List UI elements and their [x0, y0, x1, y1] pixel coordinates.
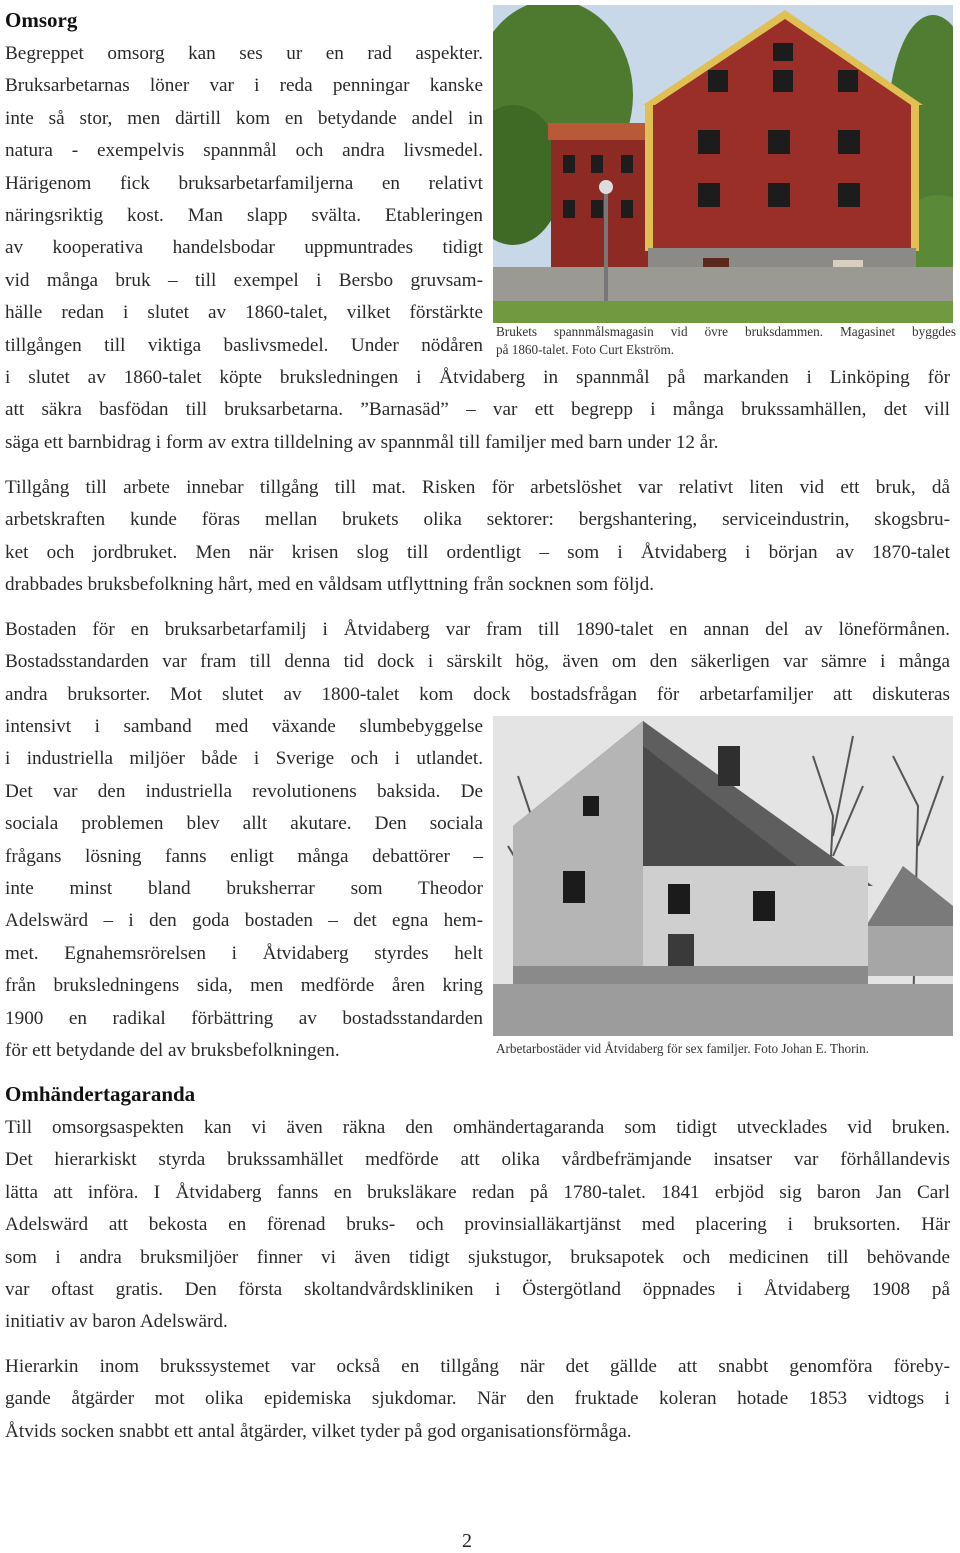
text-line: arbetskraften kunde föras mellan brukets olika sektorer: bergshantering, serviceindustrin, skogsbru- — [5, 509, 950, 531]
text-line: Det var den industriella revolutionens baksida. De — [5, 780, 483, 802]
text-line: natura - exempelvis spannmål och andra livsmedel. — [5, 140, 483, 162]
text-line: ket och jordbruket. Men när krisen slog till ordentligt – som i Åtvidaberg i början av 1870-talet — [5, 541, 950, 563]
photo-granary-caption — [496, 323, 956, 359]
paragraph-care-spirit — [5, 1112, 950, 1339]
text-line: som i andra bruksmiljöer finner vi även tidigt sjukstugor, bruksapotek och medicinen till behövande — [5, 1246, 950, 1268]
text-line: Det hierarkiskt styrda brukssamhället medförde att olika vårdbefrämjande insatser var förhållandevis — [5, 1149, 950, 1171]
section-heading-omsorg: Omsorg — [5, 8, 78, 32]
photo-granary — [493, 5, 953, 323]
photo-worker-housing — [493, 716, 953, 1036]
paragraph-epidemics — [5, 1351, 950, 1448]
text-line: Bostadsstandarden var fram till denna tid dock i särskilt hög, även om den säkerligen var sämre i många — [5, 651, 950, 673]
text-line: Adelswärd – i den goda bostaden – det egna hem- — [5, 910, 483, 932]
text-line: att säkra basfödan till bruksarbetarna. ”Barnasäd” – var ett begrepp i många brukssamhällen, det vill — [5, 399, 950, 421]
paragraph-work — [5, 472, 950, 602]
text-line: i industriella miljöer både i Sverige och i utlandet. — [5, 748, 483, 770]
text-line: för ett betydande del av bruksbefolkningen. — [5, 1040, 340, 1062]
text-line: lätta att införa. I Åtvidaberg fanns en bruksläkare redan på 1780-talet. 1841 erbjöd sig baron Jan Carl — [5, 1181, 950, 1203]
text-line: tillgången till viktiga baslivsmedel. Under nödåren — [5, 334, 483, 356]
text-line: Åtvids socken snabbt ett antal åtgärder, vilket tyder på god organisationsförmåga. — [5, 1420, 632, 1442]
text-line: var oftast gratis. Den första skoltandvårdskliniken i Östergötland öppnades i Åtvidaberg 1908 på — [5, 1279, 950, 1301]
text-line: inte så stor, men därtill kom en betydande andel in — [5, 107, 483, 129]
paragraph-omsorg-wide — [5, 362, 950, 459]
text-line: näringsriktig kost. Man slapp svälta. Etableringen — [5, 205, 483, 227]
photo-worker-housing-caption: Arbetarbostäder vid Åtvidaberg för sex familjer. Foto Johan E. Thorin. — [496, 1041, 870, 1056]
text-line: intensivt i samband med växande slumbebyggelse — [5, 716, 483, 737]
text-line: frågans lösning fanns enligt många debattörer – — [5, 845, 483, 867]
text-line: Adelswärd att bekosta en förenad bruks- och provinsialläkartjänst med placering i bruksorten. Här — [5, 1214, 950, 1236]
text-line: andra bruksorter. Mot slutet av 1800-talet kom dock bostadsfrågan för arbetarfamiljer att diskuteras — [5, 683, 950, 705]
text-line: säga ett barnbidrag i form av extra tilldelning av spannmål till familjer med barn under 12 år. — [5, 431, 719, 453]
text-line: Tillgång till arbete innebar tillgång till mat. Risken för arbetslöshet var relativt liten vid ett bruk, då — [5, 477, 950, 498]
section-heading-omhandertagaranda: Omhändertagaranda — [5, 1082, 196, 1106]
granary-illustration — [493, 5, 953, 323]
paragraph-housing-wide — [5, 614, 950, 711]
text-line: Härigenom fick bruksarbetarfamiljerna en relativt — [5, 172, 483, 194]
text-line: Begreppet omsorg kan ses ur en rad aspekter. — [5, 43, 483, 64]
paragraph-housing-narrow — [5, 711, 483, 1067]
text-line: hälle redan i slutet av 1860-talet, vilket förstärkte — [5, 302, 483, 324]
text-line: i slutet av 1860-talet köpte bruksledningen i Åtvidaberg in spannmål på markanden i Linköping för — [5, 367, 950, 388]
text-line: met. Egnahemsrörelsen i Åtvidaberg styrdes helt — [5, 942, 483, 964]
text-line: vid många bruk – till exempel i Bersbo gruvsam- — [5, 269, 483, 291]
paragraph-omsorg-narrow — [5, 38, 483, 362]
text-line: Hierarkin inom brukssystemet var också en tillgång när det gällde att snabbt genomföra föreby- — [5, 1356, 950, 1377]
page-number: 2 — [462, 1530, 472, 1552]
text-line: inte minst bland bruksherrar som Theodor — [5, 878, 483, 900]
housing-illustration — [493, 716, 953, 1036]
text-line: 1900 en radikal förbättring av bostadsstandarden — [5, 1007, 483, 1029]
text-line: Brukets spannmålsmagasin vid övre bruksdammen. Magasinet byggdes — [496, 324, 956, 339]
text-line: initiativ av baron Adelswärd. — [5, 1311, 228, 1333]
text-line: på 1860-talet. Foto Curt Ekström. — [496, 342, 675, 357]
text-line: sociala problemen blev allt akutare. Den sociala — [5, 813, 483, 835]
text-line: drabbades bruksbefolkning hårt, med en våldsam utflyttning från socknen som följd. — [5, 574, 655, 596]
text-line: gande åtgärder mot olika epidemiska sjukdomar. När den fruktade koleran hotade 1853 vidtogs i — [5, 1388, 950, 1410]
text-line: av kooperativa handelsbodar uppmuntrades tidigt — [5, 237, 483, 259]
text-line: Bostaden för en bruksarbetarfamilj i Åtvidaberg var fram till 1890-talet en annan del av löneförmånen. — [5, 619, 950, 640]
text-line: Till omsorgsaspekten kan vi även räkna den omhändertagaranda som tidigt utvecklades vid bruken. — [5, 1117, 950, 1138]
text-line: från bruksledningens sida, men medförde åren kring — [5, 975, 483, 997]
text-line: Bruksarbetarnas löner var i reda penningar kanske — [5, 75, 483, 97]
